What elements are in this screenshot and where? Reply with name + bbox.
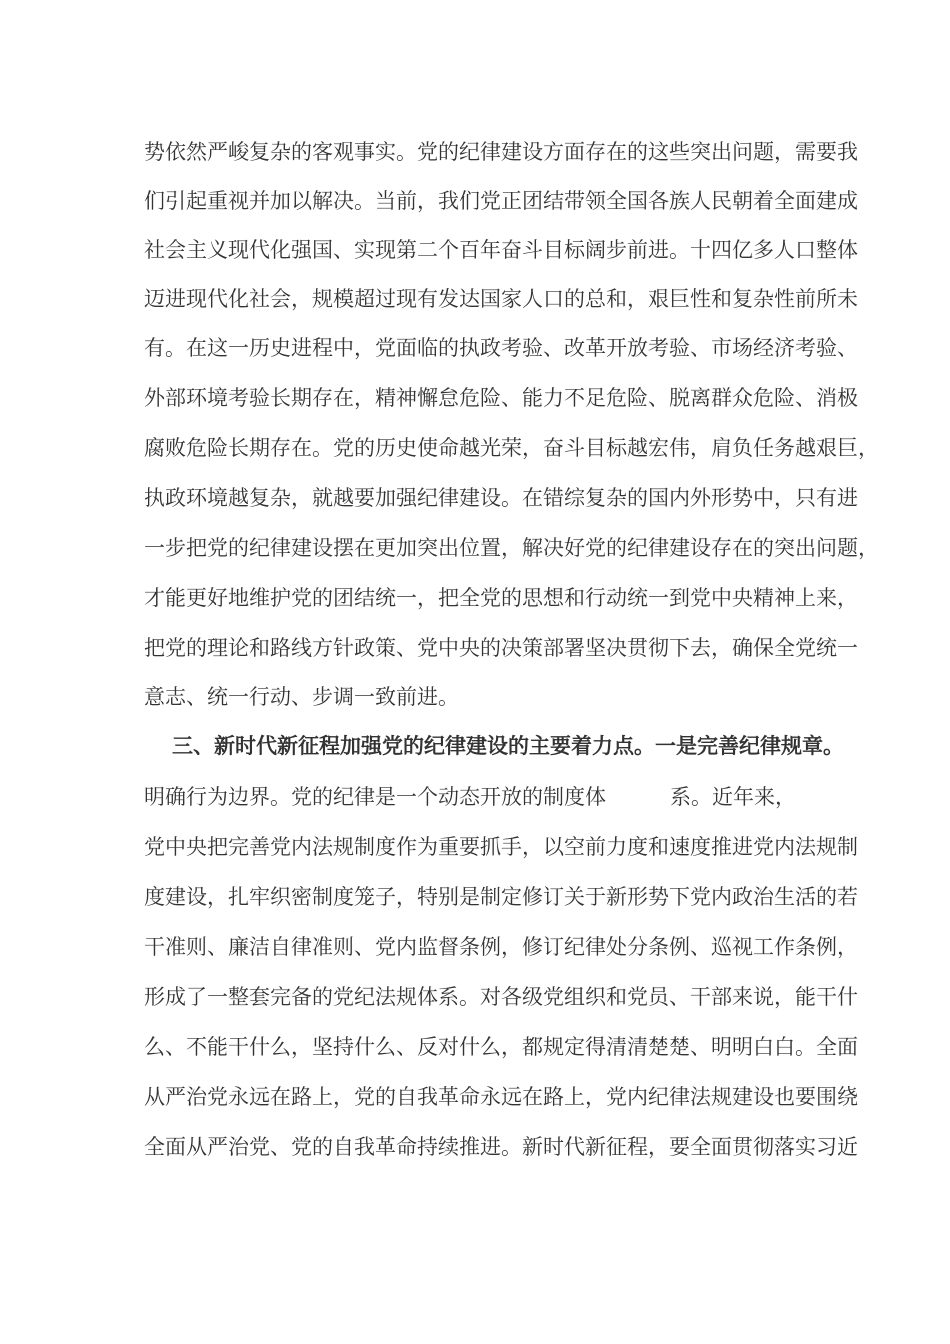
text-line: 干准则、廉洁自律准则、党内监督条例，修订纪律处分条例、巡视工作条例， xyxy=(144,935,858,959)
text-line: 外部环境考验长期存在，精神懈怠危险、能力不足危险、脱离群众危险、消极 xyxy=(144,386,858,410)
text-line: 从严治党永远在路上，党的自我革命永远在路上，党内纪律法规建设也要围绕 xyxy=(144,1085,858,1109)
text-line-right: 系。近年来， xyxy=(670,785,796,809)
text-line: 社会主义现代化强国、实现第二个百年奋斗目标阔步前进。十四亿多人口整体 xyxy=(144,238,858,262)
text-line: 迈进现代化社会，规模超过现有发达国家人口的总和，艰巨性和复杂性前所未 xyxy=(144,287,858,311)
section-heading: 三、新时代新征程加强党的纪律建设的主要着力点。一是完善纪律规章。 xyxy=(172,734,844,758)
text-line: 势依然严峻复杂的客观事实。党的纪律建设方面存在的这些突出问题，需要我 xyxy=(144,140,858,164)
text-line: 们引起重视并加以解决。当前，我们党正团结带领全国各族人民朝着全面建成 xyxy=(144,189,858,213)
text-line: 度建设，扎牢织密制度笼子，特别是制定修订关于新形势下党内政治生活的若 xyxy=(144,885,858,909)
text-line xyxy=(144,782,796,812)
text-line: 党中央把完善党内法规制度作为重要抓手，以空前力度和速度推进党内法规制 xyxy=(144,835,858,859)
text-line: 意志、统一行动、步调一致前进。 xyxy=(144,685,459,709)
text-line: 执政环境越复杂，就越要加强纪律建设。在错综复杂的国内外形势中，只有进 xyxy=(144,486,858,510)
text-line: 一步把党的纪律建设摆在更加突出位置，解决好党的纪律建设存在的突出问题， xyxy=(144,536,879,560)
text-line: 才能更好地维护党的团结统一，把全党的思想和行动统一到党中央精神上来， xyxy=(144,586,858,610)
text-line-left: 明确行为边界。党的纪律是一个动态开放的制度体 xyxy=(144,785,606,809)
text-line: 么、不能干什么，坚持什么、反对什么，都规定得清清楚楚、明明白白。全面 xyxy=(144,1035,858,1059)
text-line: 把党的理论和路线方针政策、党中央的决策部署坚决贯彻下去，确保全党统一 xyxy=(144,636,858,660)
text-line: 有。在这一历史进程中，党面临的执政考验、改革开放考验、市场经济考验、 xyxy=(144,336,858,360)
text-line: 全面从严治党、党的自我革命持续推进。新时代新征程，要全面贯彻落实习近 xyxy=(144,1135,858,1159)
text-line: 腐败危险长期存在。党的历史使命越光荣，奋斗目标越宏伟，肩负任务越艰巨， xyxy=(144,436,879,460)
text-line: 形成了一整套完备的党纪法规体系。对各级党组织和党员、干部来说，能干什 xyxy=(144,985,858,1009)
